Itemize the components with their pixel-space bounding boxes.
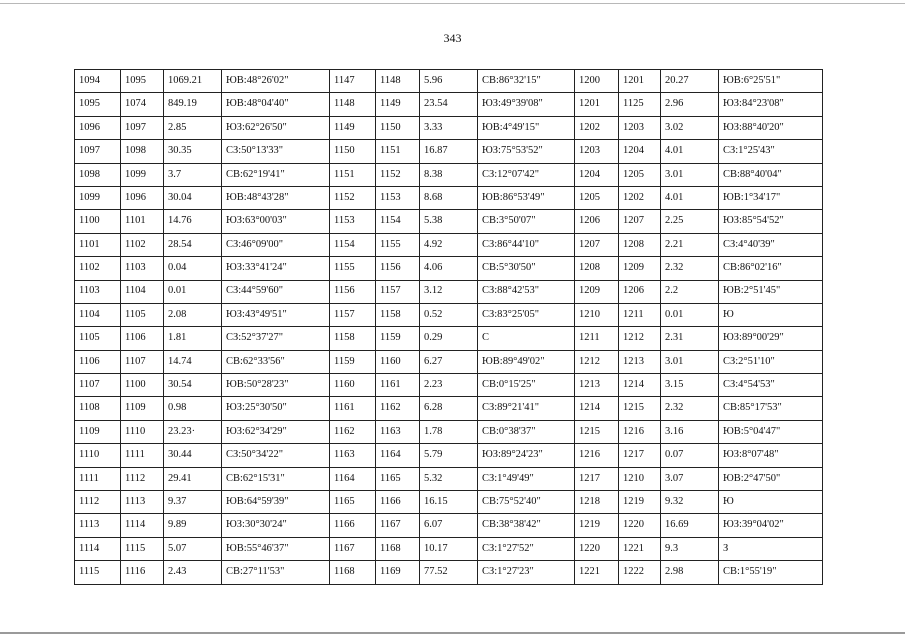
cell-length: 2.08 [164,303,222,326]
cell-bearing: СЗ:1°49'49" [478,467,575,490]
cell-length: 23.54 [420,93,478,116]
cell-length: 9.32 [661,491,719,514]
cell-length: 5.96 [420,70,478,93]
table-row [75,163,823,186]
cell-to-point: 1115 [121,537,164,560]
cell-bearing: СЗ:1°25'43" [719,140,823,163]
table-row [75,93,823,116]
table-row [75,561,823,584]
cell-to-point: 1112 [121,467,164,490]
cell-length: 3.07 [661,467,719,490]
cell-to-point: 1164 [376,444,420,467]
cell-from-point: 1159 [330,350,376,373]
cell-length: 2.98 [661,561,719,584]
cell-from-point: 1216 [575,444,619,467]
cell-bearing: СЗ:1°27'23" [478,561,575,584]
cell-from-point: 1102 [75,257,121,280]
cell-from-point: 1207 [575,233,619,256]
cell-length: 77.52 [420,561,478,584]
cell-to-point: 1151 [376,140,420,163]
cell-length: 2.32 [661,397,719,420]
cell-to-point: 1148 [376,70,420,93]
cell-to-point: 1221 [619,537,661,560]
cell-bearing: ЮВ:50°28'23" [222,374,330,397]
cell-length: 3.15 [661,374,719,397]
cell-from-point: 1156 [330,280,376,303]
cell-from-point: 1204 [575,163,619,186]
cell-from-point: 1095 [75,93,121,116]
cell-length: 2.43 [164,561,222,584]
cell-length: 2.2 [661,280,719,303]
cell-bearing: ЮЗ:89°00'29" [719,327,823,350]
cell-from-point: 1154 [330,233,376,256]
cell-length: 30.44 [164,444,222,467]
cell-from-point: 1168 [330,561,376,584]
cell-from-point: 1103 [75,280,121,303]
cell-from-point: 1152 [330,186,376,209]
cell-from-point: 1218 [575,491,619,514]
cell-length: 5.79 [420,444,478,467]
cell-from-point: 1151 [330,163,376,186]
cell-bearing: Ю [719,491,823,514]
cell-to-point: 1099 [121,163,164,186]
cell-length: 23.23· [164,420,222,443]
cell-from-point: 1153 [330,210,376,233]
cell-to-point: 1100 [121,374,164,397]
cell-to-point: 1216 [619,420,661,443]
cell-bearing: ЮЗ:39°04'02" [719,514,823,537]
cell-to-point: 1102 [121,233,164,256]
cell-from-point: 1099 [75,186,121,209]
cell-length: 0.01 [661,303,719,326]
cell-length: 9.37 [164,491,222,514]
cell-from-point: 1150 [330,140,376,163]
cell-bearing: ЮЗ:75°53'52" [478,140,575,163]
cell-bearing: СВ:86°32'15" [478,70,575,93]
cell-length: 9.3 [661,537,719,560]
cell-from-point: 1148 [330,93,376,116]
cell-to-point: 1106 [121,327,164,350]
cell-bearing: ЮЗ:84°23'08" [719,93,823,116]
cell-length: 2.21 [661,233,719,256]
cell-from-point: 1210 [575,303,619,326]
cell-from-point: 1115 [75,561,121,584]
cell-to-point: 1161 [376,374,420,397]
cell-bearing: СВ:75°52'40" [478,491,575,514]
cell-length: 3.01 [661,163,719,186]
cell-to-point: 1156 [376,257,420,280]
table-row [75,280,823,303]
cell-bearing: СЗ:44°59'60" [222,280,330,303]
cell-to-point: 1097 [121,116,164,139]
cell-from-point: 1105 [75,327,121,350]
cell-to-point: 1113 [121,491,164,514]
cell-bearing: ЮВ:55°46'37" [222,537,330,560]
cell-length: 6.07 [420,514,478,537]
cell-length: 8.38 [420,163,478,186]
table-row [75,210,823,233]
cell-bearing: СЗ:12°07'42" [478,163,575,186]
cell-to-point: 1168 [376,537,420,560]
cell-length: 0.98 [164,397,222,420]
cell-length: 2.85 [164,116,222,139]
table-row [75,420,823,443]
table-row [75,70,823,93]
cell-from-point: 1149 [330,116,376,139]
cell-from-point: 1147 [330,70,376,93]
cell-bearing: ЮВ:1°34'17" [719,186,823,209]
cell-bearing: СЗ:50°13'33" [222,140,330,163]
cell-bearing: СВ:88°40'04" [719,163,823,186]
cell-length: 3.12 [420,280,478,303]
cell-length: 8.68 [420,186,478,209]
cell-from-point: 1109 [75,420,121,443]
cell-length: 30.35 [164,140,222,163]
cell-bearing: СВ:38°38'42" [478,514,575,537]
cell-to-point: 1095 [121,70,164,93]
cell-bearing: СВ:1°55'19" [719,561,823,584]
cell-bearing: ЮЗ:33°41'24" [222,257,330,280]
cell-to-point: 1154 [376,210,420,233]
cell-from-point: 1098 [75,163,121,186]
cell-bearing: ЮЗ:43°49'51" [222,303,330,326]
cell-to-point: 1210 [619,467,661,490]
cell-to-point: 1153 [376,186,420,209]
cell-length: 4.92 [420,233,478,256]
page-number: 343 [443,31,462,45]
cell-from-point: 1160 [330,374,376,397]
cell-from-point: 1201 [575,93,619,116]
cell-bearing: ЮВ:48°43'28" [222,186,330,209]
cell-bearing: ЮВ:5°04'47" [719,420,823,443]
cell-from-point: 1096 [75,116,121,139]
table-row [75,327,823,350]
cell-to-point: 1205 [619,163,661,186]
table-body [75,70,823,585]
cell-to-point: 1222 [619,561,661,584]
cell-bearing: СВ:62°19'41" [222,163,330,186]
cell-bearing: СЗ:2°51'10" [719,350,823,373]
cell-to-point: 1163 [376,420,420,443]
cell-bearing: ЮВ:2°47'50" [719,467,823,490]
cell-length: 16.69 [661,514,719,537]
cell-from-point: 1155 [330,257,376,280]
cell-bearing: ЮВ:4°49'15" [478,116,575,139]
cell-bearing: ЮВ:89°49'02" [478,350,575,373]
cell-to-point: 1074 [121,93,164,116]
cell-from-point: 1165 [330,491,376,514]
cell-from-point: 1164 [330,467,376,490]
cell-bearing: СВ:62°33'56" [222,350,330,373]
cell-bearing: ЮЗ:49°39'08" [478,93,575,116]
cell-to-point: 1125 [619,93,661,116]
cell-to-point: 1152 [376,163,420,186]
cell-length: 29.41 [164,467,222,490]
cell-from-point: 1104 [75,303,121,326]
cell-to-point: 1206 [619,280,661,303]
cell-length: 30.04 [164,186,222,209]
cell-to-point: 1150 [376,116,420,139]
cell-bearing: ЮЗ:88°40'20" [719,116,823,139]
cell-to-point: 1160 [376,350,420,373]
cell-from-point: 1111 [75,467,121,490]
cell-from-point: 1167 [330,537,376,560]
cell-bearing: СВ:62°15'31" [222,467,330,490]
cell-to-point: 1158 [376,303,420,326]
cell-to-point: 1111 [121,444,164,467]
cell-to-point: 1096 [121,186,164,209]
boundary-table [74,69,823,585]
cell-to-point: 1215 [619,397,661,420]
cell-bearing: ЮВ:48°04'40" [222,93,330,116]
table-row [75,467,823,490]
cell-length: 0.01 [164,280,222,303]
cell-to-point: 1219 [619,491,661,514]
cell-to-point: 1149 [376,93,420,116]
cell-to-point: 1209 [619,257,661,280]
cell-bearing: СВ:27°11'53" [222,561,330,584]
cell-from-point: 1108 [75,397,121,420]
cell-from-point: 1209 [575,280,619,303]
cell-length: 9.89 [164,514,222,537]
cell-bearing: ЮЗ:25°30'50" [222,397,330,420]
cell-to-point: 1101 [121,210,164,233]
cell-to-point: 1116 [121,561,164,584]
cell-from-point: 1114 [75,537,121,560]
cell-bearing: ЮВ:2°51'45" [719,280,823,303]
cell-length: 2.23 [420,374,478,397]
cell-from-point: 1205 [575,186,619,209]
cell-bearing: ЮВ:64°59'39" [222,491,330,514]
cell-from-point: 1202 [575,116,619,139]
cell-length: 6.27 [420,350,478,373]
cell-to-point: 1107 [121,350,164,373]
table-row [75,233,823,256]
cell-to-point: 1202 [619,186,661,209]
cell-bearing: ЮВ:86°53'49" [478,186,575,209]
cell-bearing: СЗ:50°34'22" [222,444,330,467]
cell-to-point: 1211 [619,303,661,326]
cell-from-point: 1097 [75,140,121,163]
cell-to-point: 1207 [619,210,661,233]
cell-bearing: СВ:0°15'25" [478,374,575,397]
cell-length: 14.76 [164,210,222,233]
cell-to-point: 1104 [121,280,164,303]
table-row [75,140,823,163]
cell-from-point: 1094 [75,70,121,93]
cell-to-point: 1105 [121,303,164,326]
cell-length: 14.74 [164,350,222,373]
cell-bearing: СЗ:46°09'00" [222,233,330,256]
cell-bearing: СВ:3°50'07" [478,210,575,233]
table-row [75,537,823,560]
cell-bearing: СЗ:1°27'52" [478,537,575,560]
cell-from-point: 1221 [575,561,619,584]
cell-bearing: ЮВ:6°25'51" [719,70,823,93]
cell-length: 10.17 [420,537,478,560]
cell-length: 16.15 [420,491,478,514]
cell-length: 3.01 [661,350,719,373]
cell-from-point: 1101 [75,233,121,256]
cell-from-point: 1112 [75,491,121,514]
cell-from-point: 1157 [330,303,376,326]
cell-length: 2.25 [661,210,719,233]
cell-length: 3.16 [661,420,719,443]
cell-bearing: ЮЗ:62°34'29" [222,420,330,443]
cell-to-point: 1114 [121,514,164,537]
cell-from-point: 1212 [575,350,619,373]
cell-bearing: СВ:5°30'50" [478,257,575,280]
cell-to-point: 1214 [619,374,661,397]
cell-length: 5.32 [420,467,478,490]
bottom-rule [0,632,905,634]
cell-bearing: СВ:86°02'16" [719,257,823,280]
cell-length: 6.28 [420,397,478,420]
cell-length: 4.01 [661,186,719,209]
cell-from-point: 1158 [330,327,376,350]
cell-bearing: СЗ:52°37'27" [222,327,330,350]
cell-length: 1.78 [420,420,478,443]
cell-bearing: Ю [719,303,823,326]
table-row [75,116,823,139]
cell-to-point: 1213 [619,350,661,373]
cell-from-point: 1219 [575,514,619,537]
table-row [75,303,823,326]
cell-from-point: 1162 [330,420,376,443]
cell-bearing: ЮВ:48°26'02" [222,70,330,93]
table-row [75,374,823,397]
cell-bearing: ЮЗ:63°00'03" [222,210,330,233]
cell-to-point: 1159 [376,327,420,350]
cell-from-point: 1100 [75,210,121,233]
cell-to-point: 1166 [376,491,420,514]
cell-to-point: 1110 [121,420,164,443]
cell-bearing: ЮЗ:89°24'23" [478,444,575,467]
cell-to-point: 1208 [619,233,661,256]
cell-from-point: 1106 [75,350,121,373]
cell-length: 4.01 [661,140,719,163]
cell-length: 30.54 [164,374,222,397]
cell-from-point: 1200 [575,70,619,93]
cell-length: 0.07 [661,444,719,467]
cell-bearing: ЮЗ:30°30'24" [222,514,330,537]
top-rule [0,3,905,4]
cell-length: 4.06 [420,257,478,280]
cell-length: 28.54 [164,233,222,256]
cell-length: 5.38 [420,210,478,233]
cell-bearing: СЗ:4°40'39" [719,233,823,256]
cell-length: 1.81 [164,327,222,350]
cell-length: 3.02 [661,116,719,139]
cell-bearing: СВ:85°17'53" [719,397,823,420]
cell-from-point: 1203 [575,140,619,163]
table-row [75,397,823,420]
cell-from-point: 1113 [75,514,121,537]
cell-length: 3.7 [164,163,222,186]
table-row [75,350,823,373]
cell-length: 1069.21 [164,70,222,93]
cell-length: 0.29 [420,327,478,350]
cell-bearing: С [478,327,575,350]
cell-bearing: ЮЗ:62°26'50" [222,116,330,139]
cell-bearing: СЗ:88°42'53" [478,280,575,303]
cell-bearing: СЗ:83°25'05" [478,303,575,326]
cell-bearing: СЗ:4°54'53" [719,374,823,397]
table-row [75,514,823,537]
cell-length: 0.52 [420,303,478,326]
cell-length: 16.87 [420,140,478,163]
cell-to-point: 1201 [619,70,661,93]
cell-to-point: 1220 [619,514,661,537]
cell-from-point: 1163 [330,444,376,467]
cell-to-point: 1103 [121,257,164,280]
cell-from-point: 1215 [575,420,619,443]
cell-length: 2.32 [661,257,719,280]
cell-bearing: ЮЗ:8°07'48" [719,444,823,467]
cell-from-point: 1161 [330,397,376,420]
cell-length: 2.31 [661,327,719,350]
table-row [75,491,823,514]
cell-length: 2.96 [661,93,719,116]
cell-from-point: 1208 [575,257,619,280]
cell-length: 849.19 [164,93,222,116]
cell-length: 3.33 [420,116,478,139]
cell-to-point: 1157 [376,280,420,303]
cell-from-point: 1166 [330,514,376,537]
table-row [75,257,823,280]
cell-to-point: 1204 [619,140,661,163]
cell-to-point: 1109 [121,397,164,420]
cell-to-point: 1212 [619,327,661,350]
cell-bearing: ЮЗ:85°54'52" [719,210,823,233]
cell-from-point: 1206 [575,210,619,233]
cell-from-point: 1213 [575,374,619,397]
table-row [75,444,823,467]
cell-bearing: СЗ:89°21'41" [478,397,575,420]
cell-to-point: 1203 [619,116,661,139]
cell-to-point: 1155 [376,233,420,256]
cell-from-point: 1214 [575,397,619,420]
cell-from-point: 1211 [575,327,619,350]
cell-from-point: 1220 [575,537,619,560]
table-row [75,186,823,209]
cell-bearing: З [719,537,823,560]
cell-bearing: СВ:0°38'37" [478,420,575,443]
cell-length: 5.07 [164,537,222,560]
cell-to-point: 1167 [376,514,420,537]
cell-to-point: 1217 [619,444,661,467]
cell-to-point: 1169 [376,561,420,584]
cell-to-point: 1165 [376,467,420,490]
cell-length: 0.04 [164,257,222,280]
cell-length: 20.27 [661,70,719,93]
cell-from-point: 1110 [75,444,121,467]
cell-bearing: СЗ:86°44'10" [478,233,575,256]
cell-to-point: 1162 [376,397,420,420]
cell-to-point: 1098 [121,140,164,163]
cell-from-point: 1107 [75,374,121,397]
cell-from-point: 1217 [575,467,619,490]
